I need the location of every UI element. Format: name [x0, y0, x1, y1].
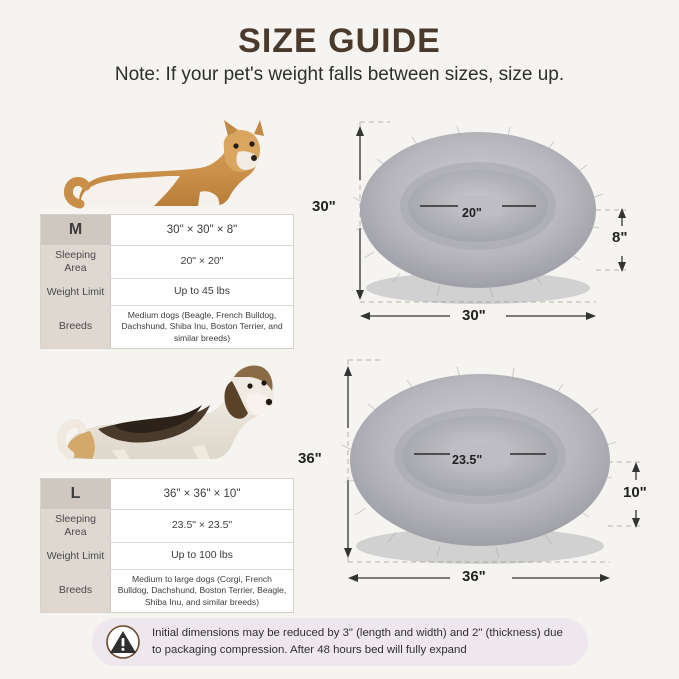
compression-note	[92, 618, 588, 666]
sleeping-area-label: 20"	[462, 206, 482, 220]
row-value: Up to 100 lbs	[171, 549, 233, 562]
table-row	[41, 279, 293, 306]
spec-table-medium	[40, 214, 294, 349]
row-label: Weight Limit	[41, 543, 111, 569]
table-row	[41, 479, 293, 510]
warning-triangle-icon	[106, 625, 140, 659]
corgi-photo	[62, 118, 282, 218]
table-row	[41, 543, 293, 570]
size-badge: L	[41, 479, 111, 509]
bed-diagram-medium	[312, 110, 660, 335]
row-label: Sleeping Area	[41, 246, 111, 278]
row-label: Sleeping Area	[41, 510, 111, 542]
table-row	[41, 306, 293, 348]
page-title: SIZE GUIDE	[238, 22, 441, 60]
page-subtitle: Note: If your pet's weight falls between sizes, size up.	[114, 64, 565, 85]
size-badge: M	[41, 215, 111, 245]
row-value: Medium dogs (Beagle, French Bulldog, Dachshund, Shiba Inu, Boston Terrier, and similar breeds)	[121, 310, 283, 343]
row-value: 23.5" × 23.5"	[171, 519, 233, 532]
row-value: 20" × 20"	[180, 255, 224, 268]
compression-note-text: Initial dimensions may be reduced by 3" (length and width) and 2" (thickness) due to packaging compression. After 48 hours bed will fully expand	[152, 627, 563, 656]
bed-height-label: 36"	[298, 450, 322, 467]
table-row	[41, 215, 293, 246]
sleeping-area-label: 23.5"	[452, 453, 483, 467]
bed-diagram-large	[298, 350, 665, 600]
row-label: Weight Limit	[41, 279, 111, 305]
table-row	[41, 510, 293, 543]
dimensions-value: 30" × 30" × 8"	[166, 223, 238, 236]
row-value: Up to 45 lbs	[173, 285, 231, 298]
bed-thickness-label: 8"	[612, 229, 628, 246]
bed-width-label: 36"	[462, 568, 486, 585]
table-row	[41, 246, 293, 279]
bed-width-label: 30"	[462, 307, 486, 324]
row-label: Breeds	[41, 306, 111, 348]
row-label: Breeds	[41, 570, 111, 612]
table-row	[41, 570, 293, 612]
bed-thickness-label: 10"	[623, 484, 647, 501]
bed-height-label: 30"	[312, 198, 336, 215]
beagle-photo	[52, 355, 292, 475]
row-value: Medium to large dogs (Corgi, French Bulldog, Dachshund, Boston Terrier, Beagle, Shiba Inu, and similar breeds)	[117, 574, 287, 607]
dimensions-value: 36" × 36" × 10"	[163, 487, 241, 500]
spec-table-large	[40, 478, 294, 613]
